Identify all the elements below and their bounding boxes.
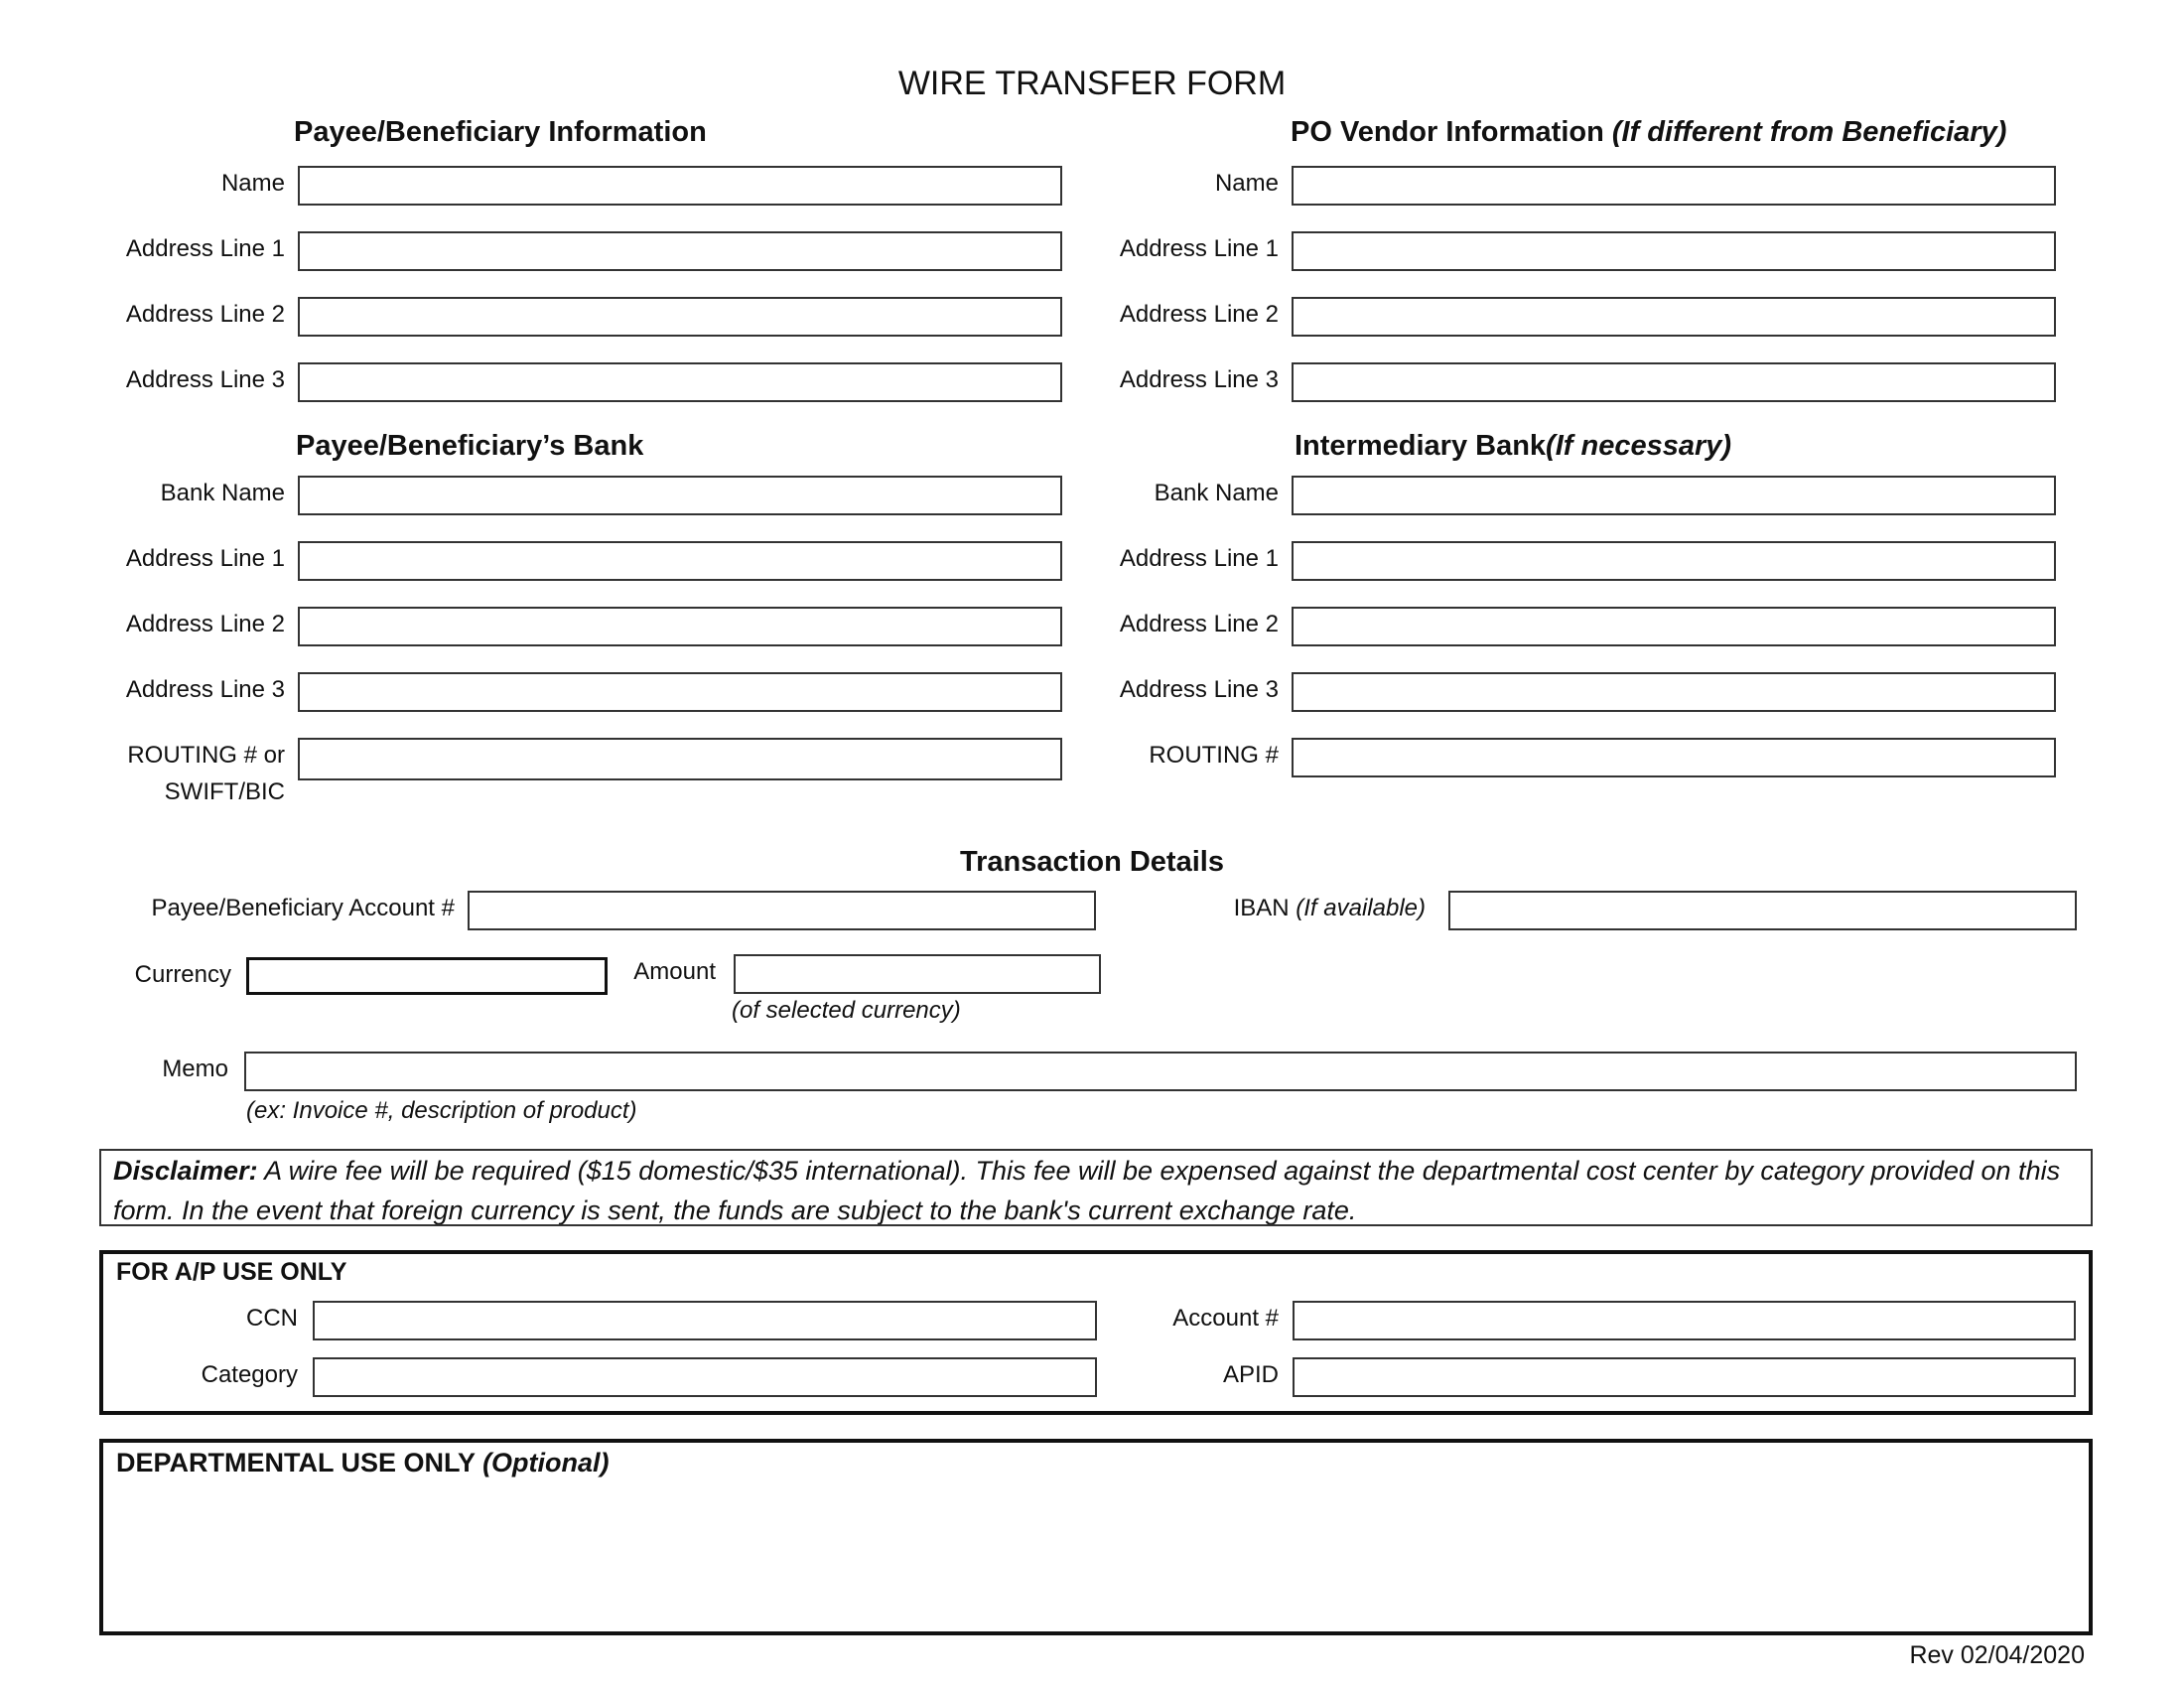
- payee-address1-label: Address Line 1: [125, 235, 285, 262]
- intermediary-address3-label: Address Line 3: [1119, 676, 1279, 703]
- departmental-use-heading: [116, 1447, 610, 1478]
- vendor-address3-field[interactable]: [1292, 362, 2056, 402]
- intermediary-bank-name-label: Bank Name: [1154, 480, 1279, 506]
- payee-name-field[interactable]: [298, 166, 1062, 206]
- payee-bank-heading: Payee/Beneficiary’s Bank: [296, 430, 644, 462]
- disclaimer-text: A wire fee will be required ($15 domestic/$35 international). This fee will be expensed against the departmental cost center by category provided on this form. In the event that foreign currency is sent, the funds are subject to the bank's current exchange rate.: [113, 1156, 2061, 1225]
- intermediary-address1-field[interactable]: [1292, 541, 2056, 581]
- currency-label: Currency: [134, 961, 231, 988]
- memo-label: Memo: [162, 1055, 228, 1082]
- intermediary-address2-field[interactable]: [1292, 607, 2056, 646]
- amount-note: (of selected currency): [732, 997, 961, 1024]
- form-title: WIRE TRANSFER FORM: [897, 65, 1287, 102]
- iban-field[interactable]: [1448, 891, 2077, 930]
- vendor-address2-label: Address Line 2: [1119, 301, 1279, 328]
- amount-field[interactable]: [734, 954, 1101, 994]
- category-field[interactable]: [313, 1357, 1097, 1397]
- payee-bank-address2-field[interactable]: [298, 607, 1062, 646]
- vendor-heading-text: PO Vendor Information: [1291, 116, 1604, 148]
- payee-address3-label: Address Line 3: [125, 366, 285, 393]
- ap-account-field[interactable]: [1293, 1301, 2076, 1340]
- payee-bank-name-label: Bank Name: [160, 480, 285, 506]
- revision-date: Rev 02/04/2020: [1909, 1641, 2085, 1669]
- ccn-field[interactable]: [313, 1301, 1097, 1340]
- apid-label: APID: [1222, 1361, 1279, 1388]
- memo-field[interactable]: [244, 1052, 2077, 1091]
- ap-use-heading: FOR A/P USE ONLY: [116, 1258, 347, 1286]
- intermediary-address3-field[interactable]: [1292, 672, 2056, 712]
- vendor-address2-field[interactable]: [1292, 297, 2056, 337]
- payee-address3-field[interactable]: [298, 362, 1062, 402]
- payee-routing-label-line2: SWIFT/BIC: [164, 778, 285, 805]
- payee-bank-address3-label: Address Line 3: [125, 676, 285, 703]
- intermediary-routing-field[interactable]: [1292, 738, 2056, 777]
- payee-address2-field[interactable]: [298, 297, 1062, 337]
- ap-account-label: Account #: [1172, 1305, 1279, 1332]
- amount-label: Amount: [633, 958, 716, 985]
- payee-bank-address1-field[interactable]: [298, 541, 1062, 581]
- vendor-info-heading: [1291, 115, 2006, 149]
- payee-bank-name-field[interactable]: [298, 476, 1062, 515]
- iban-label: [1234, 895, 1426, 922]
- disclaimer-box: [99, 1149, 2093, 1226]
- payee-bank-address3-field[interactable]: [298, 672, 1062, 712]
- beneficiary-account-label: Payee/Beneficiary Account #: [151, 895, 455, 921]
- disclaimer-label: Disclaimer:: [113, 1156, 258, 1186]
- iban-label-text: IBAN: [1233, 895, 1290, 921]
- ccn-label: CCN: [246, 1305, 298, 1332]
- intermediary-heading-note: (If necessary): [1546, 430, 1732, 462]
- payee-routing-label-line1: ROUTING # or: [127, 742, 285, 769]
- payee-routing-field[interactable]: [298, 738, 1062, 780]
- vendor-heading-note: (If different from Beneficiary): [1611, 116, 2007, 148]
- category-label: Category: [201, 1361, 298, 1388]
- transaction-details-heading: Transaction Details: [960, 846, 1224, 878]
- intermediary-bank-name-field[interactable]: [1292, 476, 2056, 515]
- intermediary-bank-heading: [1295, 429, 1731, 463]
- vendor-address1-field[interactable]: [1292, 231, 2056, 271]
- intermediary-address1-label: Address Line 1: [1119, 545, 1279, 572]
- beneficiary-account-field[interactable]: [468, 891, 1096, 930]
- vendor-address3-label: Address Line 3: [1119, 366, 1279, 393]
- payee-address1-field[interactable]: [298, 231, 1062, 271]
- intermediary-address2-label: Address Line 2: [1119, 611, 1279, 637]
- vendor-name-label: Name: [1214, 170, 1279, 197]
- payee-address2-label: Address Line 2: [125, 301, 285, 328]
- vendor-name-field[interactable]: [1292, 166, 2056, 206]
- intermediary-heading-text: Intermediary Bank: [1295, 430, 1547, 462]
- apid-field[interactable]: [1293, 1357, 2076, 1397]
- payee-bank-address2-label: Address Line 2: [125, 611, 285, 637]
- payee-bank-address1-label: Address Line 1: [125, 545, 285, 572]
- intermediary-routing-label: ROUTING #: [1149, 742, 1279, 769]
- departmental-heading-note: (Optional): [482, 1448, 610, 1477]
- payee-name-label: Name: [220, 170, 285, 197]
- departmental-heading-text: DEPARTMENTAL USE ONLY: [116, 1448, 476, 1477]
- iban-label-note: (If available): [1296, 895, 1426, 921]
- vendor-address1-label: Address Line 1: [1119, 235, 1279, 262]
- payee-info-heading: Payee/Beneficiary Information: [294, 116, 707, 148]
- memo-note: (ex: Invoice #, description of product): [246, 1097, 637, 1124]
- currency-field[interactable]: [246, 957, 608, 995]
